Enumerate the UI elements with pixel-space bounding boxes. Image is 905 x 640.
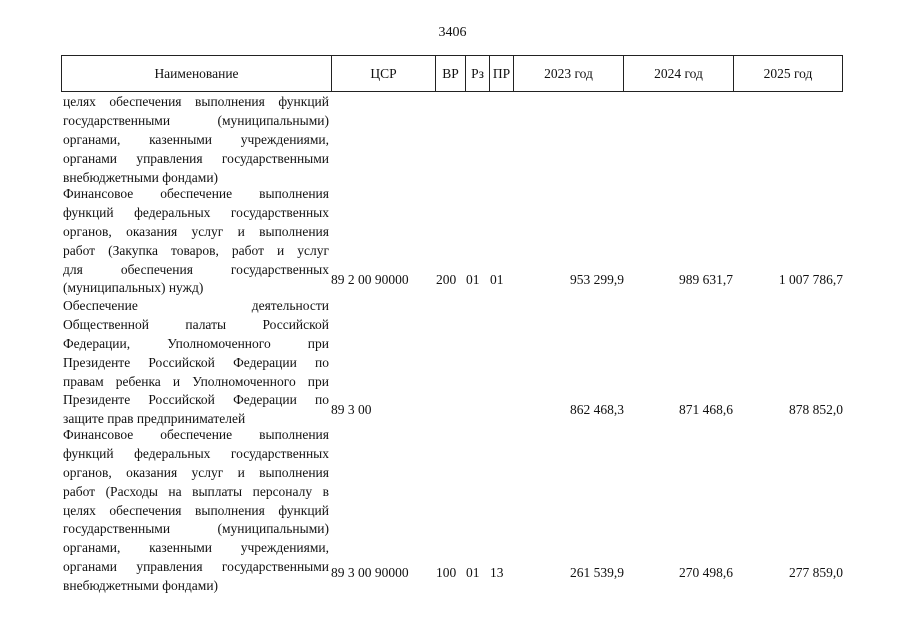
name-line: органов, оказания услуг и выполнения bbox=[63, 223, 329, 239]
name-line: Финансовое обеспечение выполнения bbox=[63, 186, 329, 201]
cell-2025: 277 859,0 bbox=[789, 565, 843, 580]
header-2023: 2023 год bbox=[513, 56, 623, 91]
cell-2023: 953 299,9 bbox=[570, 272, 624, 287]
cell-csr: 89 3 00 bbox=[331, 402, 372, 417]
cell-csr: 89 2 00 90000 bbox=[331, 272, 409, 287]
header-name: Наименование bbox=[154, 66, 239, 81]
name-line: целях обеспечения выполнения функций bbox=[63, 94, 329, 109]
table-row-name bbox=[63, 93, 329, 187]
cell-vr: 100 bbox=[436, 565, 457, 580]
cell-2023: 862 468,3 bbox=[570, 402, 624, 417]
table-header bbox=[61, 55, 843, 92]
name-line: целях обеспечения выполнения функций bbox=[63, 502, 329, 518]
cell-2023: 261 539,9 bbox=[570, 565, 624, 580]
header-rz: Рз bbox=[465, 56, 489, 91]
name-line: Общественной палаты Российской bbox=[63, 316, 329, 332]
cell-2024: 989 631,7 bbox=[679, 272, 733, 287]
name-line: государственными (муниципальными) bbox=[63, 112, 329, 128]
name-line: работ (Расходы на выплаты персоналу в bbox=[63, 483, 329, 499]
name-line: функций федеральных государственных bbox=[63, 204, 329, 220]
name-line: органов, оказания услуг и выполнения bbox=[63, 464, 329, 480]
header-2024: 2024 год bbox=[623, 56, 733, 91]
header-vr: ВР bbox=[435, 56, 465, 91]
name-line: Финансовое обеспечение выполнения bbox=[63, 427, 329, 442]
header-csr: ЦСР bbox=[331, 56, 435, 91]
page-number: 3406 bbox=[438, 25, 467, 40]
name-line: Президенте Российской Федерации по bbox=[63, 354, 329, 370]
name-line: (муниципальных) нужд) bbox=[63, 280, 204, 296]
cell-pr: 01 bbox=[490, 272, 504, 287]
name-line: органами, казенными учреждениями, bbox=[63, 131, 329, 147]
name-line: для обеспечения государственных bbox=[63, 261, 329, 277]
cell-rz: 01 bbox=[466, 272, 480, 287]
cell-vr: 200 bbox=[436, 272, 457, 287]
cell-2025: 1 007 786,7 bbox=[778, 272, 843, 287]
name-line: Федерации, Уполномоченного при bbox=[63, 335, 329, 351]
name-line: Президенте Российской Федерации по bbox=[63, 392, 329, 408]
name-line: работ (Закупка товаров, работ и услуг bbox=[63, 242, 329, 258]
name-line: органами управления государственными bbox=[63, 559, 329, 575]
header-pr: ПР bbox=[489, 56, 513, 91]
name-line: внебюджетными фондами) bbox=[63, 169, 219, 185]
cell-csr: 89 3 00 90000 bbox=[331, 565, 409, 580]
name-line: государственными (муниципальными) bbox=[63, 521, 329, 537]
table-row-name bbox=[63, 426, 329, 596]
name-line: органами, казенными учреждениями, bbox=[63, 540, 329, 556]
name-line: защите прав предпринимателей bbox=[63, 411, 246, 427]
name-line: Обеспечение деятельности bbox=[63, 298, 329, 313]
name-line: органами управления государственными bbox=[63, 150, 329, 166]
name-line: правам ребенка и Уполномоченного при bbox=[63, 373, 329, 389]
cell-rz: 01 bbox=[466, 565, 480, 580]
table-row-name bbox=[63, 297, 329, 429]
table-row-name bbox=[63, 185, 329, 298]
cell-pr: 13 bbox=[490, 565, 504, 580]
cell-2024: 871 468,6 bbox=[679, 402, 733, 417]
cell-2024: 270 498,6 bbox=[679, 565, 733, 580]
cell-2025: 878 852,0 bbox=[789, 402, 843, 417]
header-2025: 2025 год bbox=[733, 56, 842, 91]
name-line: функций федеральных государственных bbox=[63, 445, 329, 461]
name-line: внебюджетными фондами) bbox=[63, 578, 219, 594]
